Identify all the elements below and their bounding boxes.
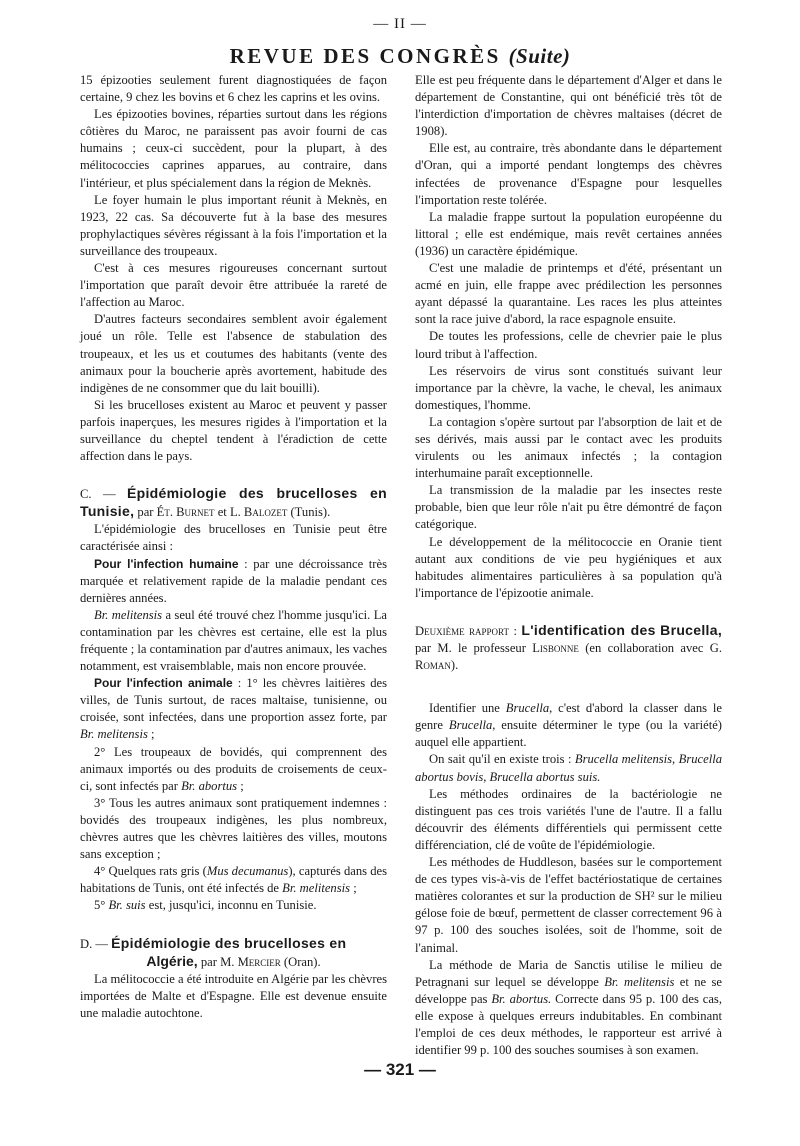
italic-term: Br. melitensis <box>94 607 163 622</box>
report-collab-name: Roman <box>415 658 451 673</box>
section-c-author1: Ét. Burnet <box>156 505 215 520</box>
section-d-location: (Oran). <box>280 954 321 969</box>
paragraph-text: La méthode de Maria de Sanctis utilise le milieu de Petragnani sur lequel se développe <box>415 957 722 989</box>
paragraph-text: est, jusqu'ici, inconnu en Tunisie. <box>145 898 317 913</box>
paragraph: Les méthodes de Huddleson, basées sur le comportement de ces types vis-à-vis de l'effet bactériostatique de certaines matières colorantes et sur la production de SH² sur le milieu gélose foie de bœuf, permettent de classer correctement 96 à 97 p. 100 des souches isolées, soit de l'homme, soit de l'animal. <box>415 855 722 955</box>
report-colon: : <box>509 623 522 638</box>
section-d-title-line2: Algérie, <box>146 952 198 969</box>
section-c-heading <box>80 485 387 521</box>
paragraph-text: 5° <box>94 898 109 913</box>
report-collab: (en collaboration avec G. <box>578 641 722 655</box>
paragraph-text: Correcte dans 95 p. 100 des cas, elle expose à quelques erreurs indubitables. En combinant l'emploi de ces deux méthodes, le rapporteur est arrivé à identifier 99 p. 100 des souches soumises à son examen. <box>415 991 722 1058</box>
paragraph: Le développement de la mélitococcie en Oranie tient autant aux conditions de vie peu hygiéniques et aux habitudes alimentaires particulières à sa population qu'à l'importance de l'épizootie animale. <box>415 534 722 600</box>
paragraph <box>80 556 387 607</box>
italic-term: Brucella melitensis, Brucella abortus bovis, Brucella abortus suis. <box>415 752 722 784</box>
section-c-prefix: C. — <box>80 487 127 502</box>
paragraph <box>80 675 387 743</box>
paragraph-text: 4° Quelques rats gris ( <box>94 864 207 879</box>
report-title-line1: L'identification des <box>521 621 656 638</box>
report-label: Deuxième rapport <box>415 623 510 638</box>
paragraph: Le foyer humain le plus important réunit à Meknès, en 1923, 22 cas. Sa découverte fut à la base des mesures prophylactiques sévères régissant à la fois l'importation et la surveillance des troupeaux. <box>80 192 387 258</box>
second-report-heading <box>415 622 722 674</box>
paragraph-text: , c'est d'abord la classer dans le genre <box>415 701 722 733</box>
paragraph: 3° Tous les autres animaux sont pratiquement indemnes : bovidés des troupeaux indigènes, les plus nombreux, chèvres autres que les chèvres laitières des villes, moutons sans exception ; <box>80 795 387 862</box>
paragraph-text: : par une décroissance très marquée et relativement rapide de la maladie pendant ces dernières années. <box>80 556 387 605</box>
section-d-author: Mercier <box>237 954 281 969</box>
italic-term: Mus decumanus <box>206 864 289 879</box>
report-title-line2: Brucella, <box>660 621 723 638</box>
section-c-location: (Tunis). <box>287 505 331 520</box>
page-title <box>0 44 800 69</box>
paragraph-text: Identifier une <box>429 701 506 716</box>
right-column <box>415 72 722 1059</box>
paragraph-text: : 1° les chèvres laitières des villes, de Tunis surtout, de races maltaise, tunisienne, ou croisée, sont infectées, dans une proportion assez forte, par <box>80 676 387 725</box>
page-roman-number: — II — <box>373 16 427 32</box>
paragraph: Les réservoirs de virus sont constitués suivant leur importance par la chèvre, la vache, le cheval, les animaux domestiques, l'homme. <box>415 363 722 412</box>
paragraph: C'est une maladie de printemps et d'été, présentant un acmé en juin, elle frappe avec prédilection les personnes ayant dépassé la quarantaine. Les races les plus atteintes sont la race juive d'abord, la race espagnole ensuite. <box>415 261 722 327</box>
paragraph <box>80 607 387 675</box>
paragraph: Les méthodes ordinaires de la bactériologie ne distinguent pas ces trois variétés l'une de l'autre. Il a fallu découvrir des éléments différentiels qui permissent cette différenciation, clé de voûte de l'épidémiologie. <box>415 786 722 852</box>
paragraph-text: ; <box>147 727 155 742</box>
paragraph <box>80 744 387 795</box>
paragraph: De toutes les professions, celle de chevrier paie le plus lourd tribut à l'affection. <box>415 329 722 361</box>
paragraph <box>415 700 722 751</box>
page-number: — 321 — <box>364 1060 436 1079</box>
paragraph: Si les brucelloses existent au Maroc et peuvent y passer parfois inaperçues, les mesures rigides à l'importation et la surveillance du cheptel tendent à l'éradiction de cette affection dans le pays. <box>80 397 387 464</box>
paragraph <box>80 897 387 914</box>
section-d-heading-line2 <box>80 953 387 971</box>
paragraph-text: a seul été trouvé chez l'homme jusqu'ici. La contamination par les chèvres est certaine, elle est la plus fréquente ; la contamination par d'autres animaux, les vaches notamment, est vraisemblable, mais non encore prouvée. <box>80 607 387 674</box>
paragraph: Elle est peu fréquente dans le département d'Alger et dans le département de Constantine, qui ont bénéficié très tôt de l'interdiction d'importation de chèvres maltaises (décret de 1908). <box>415 73 722 139</box>
section-d-prefix: D. — <box>80 936 112 951</box>
paragraph: 15 épizooties seulement furent diagnostiquées de façon certaine, 9 chez les bovins et 6 chez les caprins et les ovins. <box>80 73 387 105</box>
paragraph-text: ), capturés dans des habitations de Tunis, ont été infectés de <box>80 864 388 896</box>
paragraph-text: ; <box>237 778 244 793</box>
paragraph: C'est à ces mesures rigoureuses concernant surtout l'importation que paraît devoir être attribuée la rareté de l'affection au Maroc. <box>80 261 387 310</box>
paragraph: D'autres facteurs secondaires semblent avoir également joué un rôle. Telle est l'absence de stabulation des troupeaux, et les us et coutumes des habitants (vente des animaux pour la boucherie après avortement, habitude des indigènes de ne consommer que du lait bouilli). <box>80 312 387 395</box>
paragraph: La mélitococcie a été introduite en Algérie par les chèvres importées de Malte et d'Espagne. Elle est devenue ensuite une maladie autochtone. <box>80 971 387 1020</box>
italic-term: Brucella <box>448 718 493 733</box>
italic-term: Br. suis <box>108 898 146 913</box>
page-title-suite: (Suite) <box>508 44 571 68</box>
italic-term: Br. melitensis <box>80 727 148 742</box>
paragraph: Les épizooties bovines, réparties surtout dans les régions côtières du Maroc, ne paraissent pas avoir fourni de cas humains ; ceux-ci succèdent, pour la plupart, à des mélitococcies caprines apparues, au contraire, dans l'intérieur, et plus spécialement dans la région de Meknès. <box>80 107 387 190</box>
section-d-par: par M. <box>197 954 238 969</box>
italic-term: Br. abortus. <box>491 991 552 1006</box>
paragraph-text: On sait qu'il en existe trois : <box>429 752 575 767</box>
italic-term: Br. melitensis <box>282 881 351 896</box>
section-d-title-line1: Épidémiologie des brucelloses en <box>111 934 347 951</box>
spacer <box>415 674 722 700</box>
report-collab-end: ). <box>450 658 459 673</box>
section-c-title: Épidémiologie des brucelloses en Tunisie, <box>80 485 387 520</box>
paragraph-text: 2° Les troupeaux de bovidés, qui comprennent des animaux importés ou des produits de croisements de ceux-ci, sont infectés par <box>80 744 387 793</box>
page-title-text: REVUE DES CONGRÈS <box>229 44 501 68</box>
section-c-and: et <box>214 505 230 520</box>
section-d-heading <box>80 935 387 953</box>
paragraph <box>80 863 387 897</box>
paragraph <box>415 751 722 785</box>
subheading-infection-animale: Pour l'infection animale <box>94 676 233 691</box>
section-c-author2: L. Balozet <box>229 505 288 520</box>
subheading-infection-humaine: Pour l'infection humaine <box>94 556 239 571</box>
paragraph: Elle est, au contraire, très abondante dans le département d'Oran, qui a importé pendant longtemps des chèvres infectées de provenance d'Espagne pour lesquelles l'importation reste tolérée. <box>415 141 722 207</box>
report-par: par M. le professeur <box>415 641 533 655</box>
paragraph-text: ; <box>350 881 357 896</box>
paragraph-text: et ne se développe pas <box>415 974 722 1006</box>
paragraph <box>415 957 722 1060</box>
paragraph: La transmission de la maladie par les insectes reste probable, bien que leur rôle n'ait pu être démontré de façon catégorique. <box>415 483 722 532</box>
left-column <box>80 72 387 1022</box>
paragraph: La maladie frappe surtout la population européenne du littoral ; elle est endémique, mais revêt certaines années (1936) un caractère épidémique. <box>415 209 722 258</box>
section-c-par: par <box>134 505 157 520</box>
paragraph: La contagion s'opère surtout par l'absorption de lait et de ses dérivés, mais aussi par le contact avec les produits virulents ou les animaux infectés ; la contagion interhumaine paraît exceptionnelle. <box>415 414 722 481</box>
italic-term: Brucella <box>505 701 550 716</box>
italic-term: Br. melitensis <box>604 974 675 989</box>
paragraph-text: , ensuite déterminer le type (ou la variété) auquel elle appartient. <box>415 718 722 750</box>
report-author: Lisbonne <box>532 641 579 655</box>
italic-term: Br. abortus <box>181 778 238 793</box>
paragraph: L'épidémiologie des brucelloses en Tunisie peut être caractérisée ainsi : <box>80 522 387 554</box>
